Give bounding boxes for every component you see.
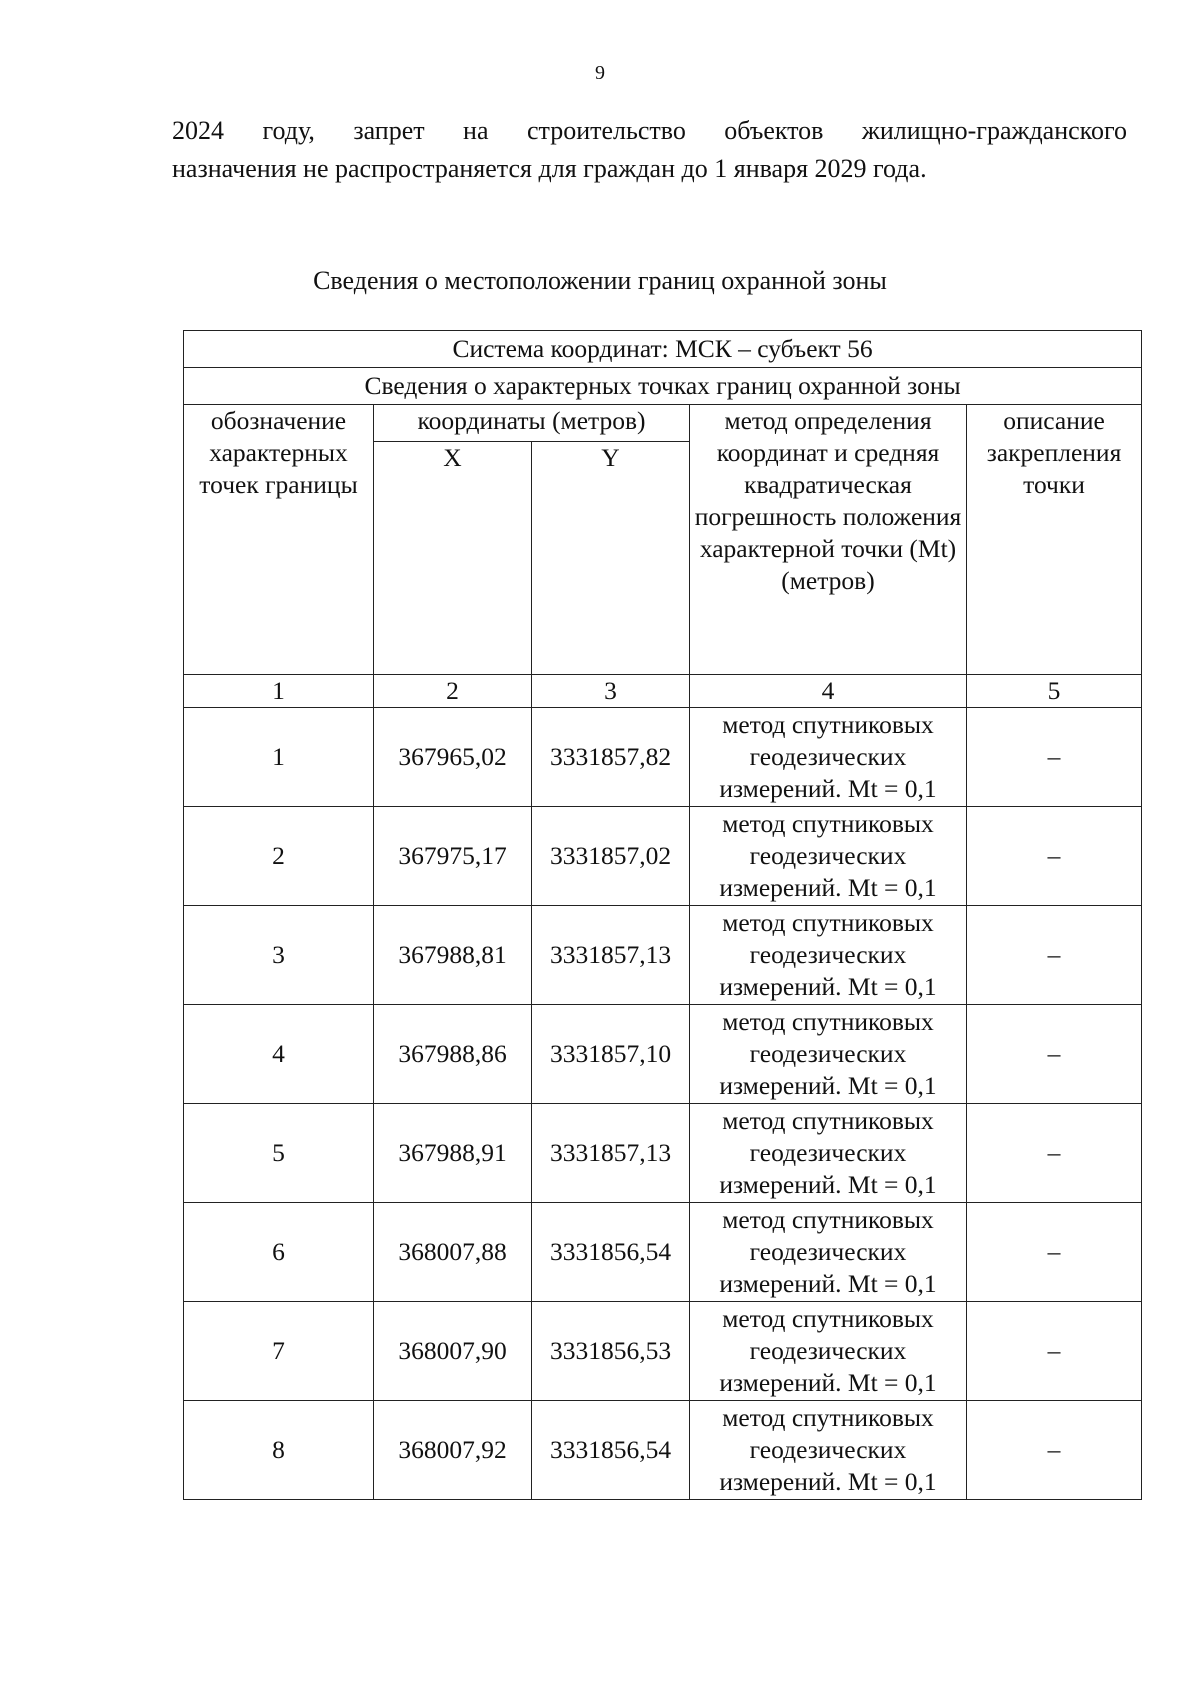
point-y: 3331856,54 xyxy=(532,1401,690,1500)
point-description: – xyxy=(967,1203,1142,1302)
table-row xyxy=(184,708,1142,807)
intro-line-2: назначения не распространяется для граждан до 1 января 2029 года. xyxy=(172,154,927,183)
point-x: 368007,88 xyxy=(374,1203,532,1302)
point-y: 3331857,82 xyxy=(532,708,690,807)
point-x: 368007,92 xyxy=(374,1401,532,1500)
table-row xyxy=(184,1203,1142,1302)
header-designation: обозначение характерных точек границы xyxy=(184,405,374,675)
point-number: 5 xyxy=(184,1104,374,1203)
point-description: – xyxy=(967,906,1142,1005)
point-y: 3331857,02 xyxy=(532,807,690,906)
column-number: 2 xyxy=(374,675,532,708)
table-row xyxy=(184,807,1142,906)
point-x: 368007,90 xyxy=(374,1302,532,1401)
point-description: – xyxy=(967,1401,1142,1500)
point-method: метод спутниковых геодезических измерений. Mt = 0,1 xyxy=(690,807,967,906)
point-description: – xyxy=(967,807,1142,906)
point-x: 367988,91 xyxy=(374,1104,532,1203)
point-number: 3 xyxy=(184,906,374,1005)
point-description: – xyxy=(967,1302,1142,1401)
points-title-row xyxy=(184,368,1142,405)
table-row xyxy=(184,1104,1142,1203)
boundary-points-table xyxy=(183,330,1142,1500)
coord-system-row xyxy=(184,331,1142,368)
header-x: X xyxy=(374,442,532,675)
point-x: 367988,86 xyxy=(374,1005,532,1104)
header-coordinates: координаты (метров) xyxy=(374,405,690,442)
point-y: 3331856,54 xyxy=(532,1203,690,1302)
point-method: метод спутниковых геодезических измерений. Mt = 0,1 xyxy=(690,906,967,1005)
point-method: метод спутниковых геодезических измерений. Mt = 0,1 xyxy=(690,1104,967,1203)
table-body xyxy=(184,331,1142,1500)
column-numbers-row xyxy=(184,675,1142,708)
coord-system-cell: Система координат: МСК – субъект 56 xyxy=(184,331,1142,368)
table-row xyxy=(184,906,1142,1005)
column-number: 4 xyxy=(690,675,967,708)
header-row xyxy=(184,405,1142,442)
page-number: 9 xyxy=(595,62,605,84)
table-row xyxy=(184,1302,1142,1401)
point-number: 6 xyxy=(184,1203,374,1302)
point-y: 3331856,53 xyxy=(532,1302,690,1401)
header-method: метод определения координат и средняя квадратическая погрешность положения характерной точки (Mt) (метров) xyxy=(690,405,967,675)
point-y: 3331857,13 xyxy=(532,906,690,1005)
intro-line-1: 2024 году, запрет на строительство объектов жилищно-гражданского xyxy=(172,116,1127,145)
point-y: 3331857,10 xyxy=(532,1005,690,1104)
point-description: – xyxy=(967,1005,1142,1104)
point-method: метод спутниковых геодезических измерений. Mt = 0,1 xyxy=(690,1401,967,1500)
point-number: 2 xyxy=(184,807,374,906)
table-row xyxy=(184,1401,1142,1500)
column-number: 3 xyxy=(532,675,690,708)
point-number: 7 xyxy=(184,1302,374,1401)
intro-paragraph xyxy=(172,112,1127,188)
point-method: метод спутниковых геодезических измерений. Mt = 0,1 xyxy=(690,1302,967,1401)
point-description: – xyxy=(967,708,1142,807)
point-x: 367988,81 xyxy=(374,906,532,1005)
section-title: Сведения о местоположении границ охранной зоны xyxy=(313,266,887,295)
points-title-cell: Сведения о характерных точках границ охранной зоны xyxy=(184,368,1142,405)
point-method: метод спутниковых геодезических измерений. Mt = 0,1 xyxy=(690,708,967,807)
point-description: – xyxy=(967,1104,1142,1203)
point-y: 3331857,13 xyxy=(532,1104,690,1203)
point-number: 8 xyxy=(184,1401,374,1500)
point-number: 1 xyxy=(184,708,374,807)
header-description: описание закрепления точки xyxy=(967,405,1142,675)
point-number: 4 xyxy=(184,1005,374,1104)
point-method: метод спутниковых геодезических измерений. Mt = 0,1 xyxy=(690,1203,967,1302)
column-number: 1 xyxy=(184,675,374,708)
table-row xyxy=(184,1005,1142,1104)
point-x: 367965,02 xyxy=(374,708,532,807)
header-y: Y xyxy=(532,442,690,675)
column-number: 5 xyxy=(967,675,1142,708)
point-x: 367975,17 xyxy=(374,807,532,906)
point-method: метод спутниковых геодезических измерений. Mt = 0,1 xyxy=(690,1005,967,1104)
